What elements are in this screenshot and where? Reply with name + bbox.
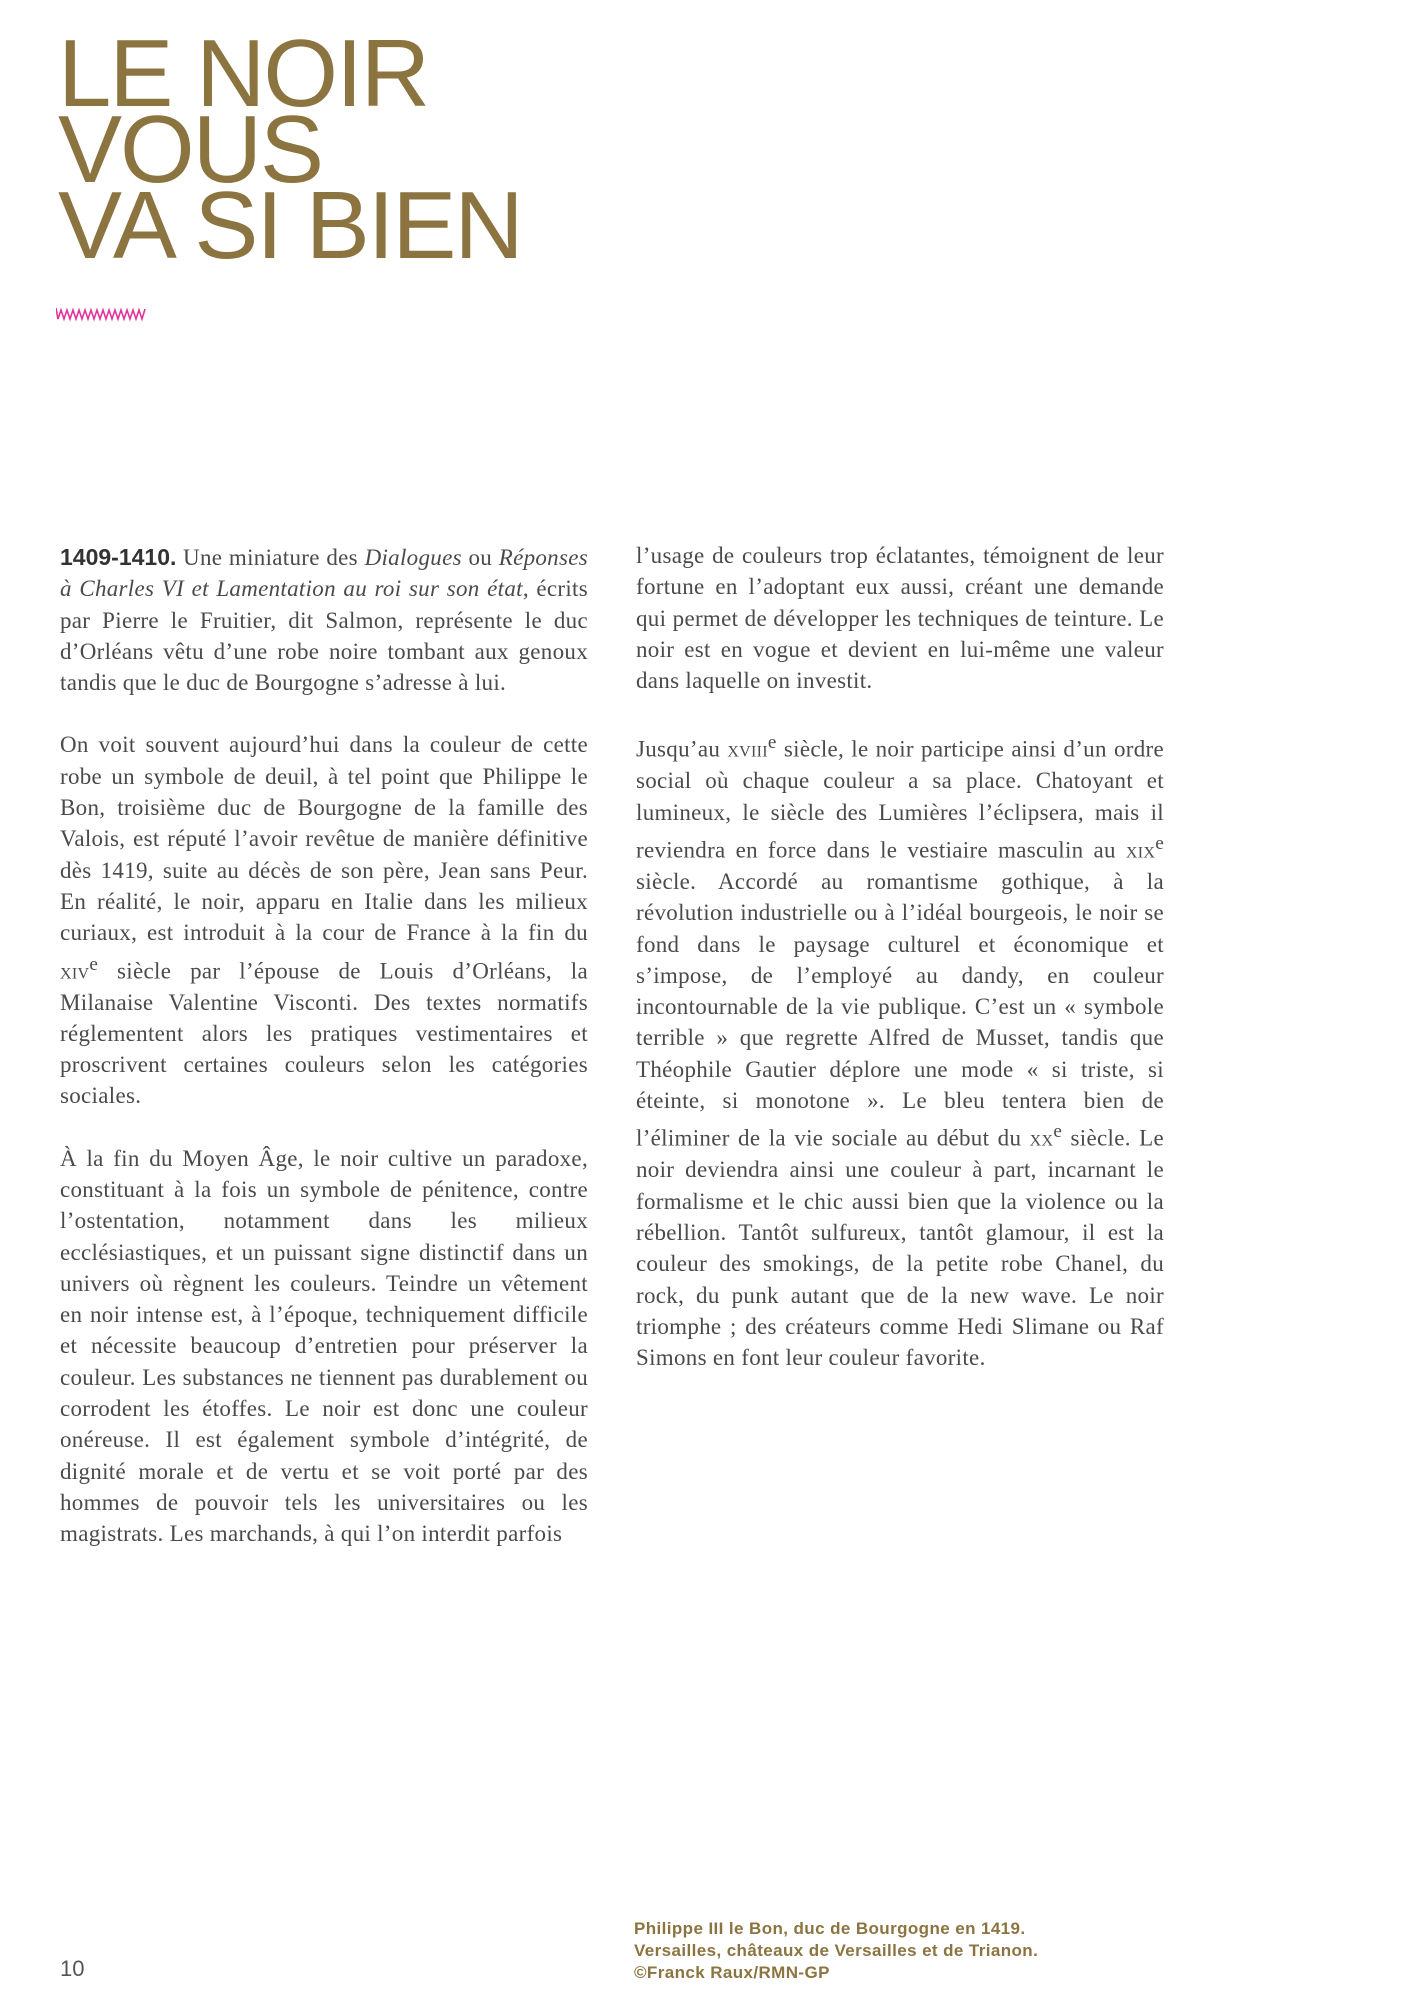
text-run: siècle. Accordé au romantisme gothique, à la révolution industrielle ou à l’idéal bourgeois, le noir se fond dans le paysage culturel et économique et s’impose, de l’employé au dandy, en couleur incontournable de la vie publique. C’est un « symbole terrible » que regrette Alfred de Musset, tandis que Théophile Gautier déplore une mode « si triste, si éteinte, si monotone ». Le bleu tentera bien de l’éliminer de la vie sociale au début du <box>636 868 1164 1152</box>
article-column-left <box>60 542 588 1581</box>
superscript: e <box>1155 833 1164 855</box>
work-title: Dialogues <box>364 545 462 570</box>
zigzag-squiggle-icon <box>56 306 146 322</box>
article-column-right <box>636 540 1164 1404</box>
page-title <box>58 20 522 279</box>
superscript: e <box>767 732 777 754</box>
paragraph <box>636 727 1164 1373</box>
text-run: On voit souvent aujourd’hui dans la couleur de cette robe un symbole de deuil, à tel point que Philippe le Bon, troisième duc de Bourgogne de la famille des Valois, est réputé l’avoir revêtue de manière définitive dès 1419, suite au décès de son père, Jean sans Peur. En réalité, le noir, apparu en Italie dans les milieux curiaux, est introduit à la cour de France à la fin du <box>60 732 588 946</box>
work-title: Réponses à Charles VI et Lamentation au roi sur son état <box>60 545 588 602</box>
paragraph-date-lead: 1409-1410. <box>60 544 177 570</box>
title-line-3: VA SI BIEN <box>58 172 522 279</box>
caption-line-2: Versailles, châteaux de Versailles et de Trianon. <box>634 1941 1039 1960</box>
superscript: e <box>89 953 99 975</box>
paragraph <box>60 542 588 698</box>
caption-credit: ©Franck Raux/RMN-GP <box>634 1963 830 1982</box>
caption-line-1: Philippe III le Bon, duc de Bourgogne en 1419. <box>634 1919 1026 1938</box>
text-run: siècle. Le noir deviendra ainsi une couleur à part, incarnant le formalisme et le chic aussi bien que la violence ou la rébellion. Tantôt sulfureux, tantôt glamour, il est la couleur des smokings, de la petite robe Chanel, du rock, du punk autant que de la new wave. Le noir triomphe ; des créateurs comme Hedi Slimane ou Raf Simons en font leur couleur favorite. <box>636 1126 1164 1371</box>
paragraph <box>60 729 588 1111</box>
text-run: siècle, le noir participe ainsi d’un ordre social où chaque couleur a sa place. Chatoyant et lumineux, le siècle des Lumières l’éclipsera, mais il reviendra en force dans le vestiaire masculin au <box>636 737 1164 863</box>
title-line-2: VOUS <box>58 96 323 203</box>
century-numeral: xviii <box>727 737 768 763</box>
text-run: ou <box>461 545 499 570</box>
superscript: e <box>1053 1121 1063 1143</box>
page-number: 10 <box>60 1956 85 1981</box>
century-numeral: xiv <box>60 958 90 984</box>
text-run: siècle par l’épouse de Louis d’Orléans, la Milanaise Valentine Visconti. Des textes normatifs réglementent alors les pratiques vestimentaires et proscrivent certaines couleurs selon les catégories sociales. <box>60 958 588 1109</box>
paragraph: À la fin du Moyen Âge, le noir cultive un paradoxe, constituant à la fois un symbole de pénitence, contre l’ostentation, notamment dans les milieux ecclésiastiques, et un puissant signe distinctif dans un univers où règnent les couleurs. Teindre un vêtement en noir intense est, à l’époque, techniquement difficile et nécessite beaucoup d’entretien pour préserver la couleur. Les substances ne tiennent pas durablement ou corrodent les étoffes. Le noir est donc une couleur onéreuse. Il est également symbole d’intégrité, de dignité morale et de vertu et se voit porté par des hommes de pouvoir tels les universitaires ou les magistrats. Les marchands, à qui l’on interdit parfois <box>60 1145 588 1547</box>
century-numeral: xix <box>1125 837 1156 863</box>
title-line-1: LE NOIR <box>58 20 429 127</box>
century-numeral: xx <box>1029 1126 1054 1152</box>
text-run: Jusqu’au <box>636 737 728 763</box>
text-run: Une miniature des <box>176 545 365 570</box>
paragraph: l’usage de couleurs trop éclatantes, témoignent de leur fortune en l’adoptant eux aussi, créant une demande qui permet de développer les techniques de teinture. Le noir est en vogue et devient en lui-même une valeur dans laquelle on investit. <box>636 543 1164 694</box>
image-caption <box>634 1918 1038 1984</box>
text-run: , écrits par Pierre le Fruitier, dit Salmon, représente le duc d’Orléans vêtu d’une robe noire tombant aux genoux tandis que le duc de Bourgogne s’adresse à lui. <box>60 576 588 696</box>
